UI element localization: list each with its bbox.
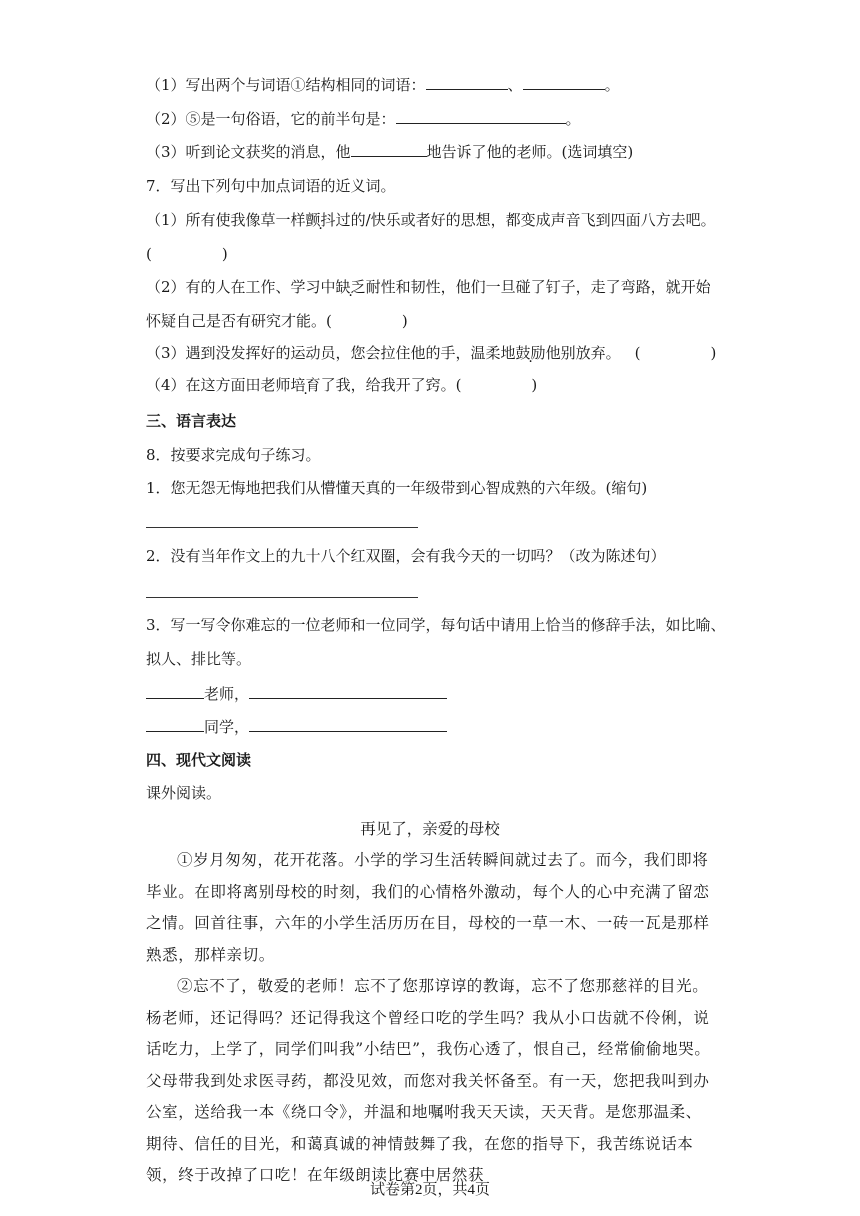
q7-sub1: （1）所有使我像草一样颤抖过的/快乐或者好的思想，都变成声音飞到四面八方去吧。 (146, 211, 716, 229)
q7-sub2-cont: 怀疑自己是否有研究才能。( ) (146, 312, 408, 330)
section-title: 四、现代文阅读 (146, 751, 252, 769)
dotted-word: 鼓励 (515, 344, 546, 362)
q8-item3: 3．写一写令你难忘的一位老师和一位同学，每句话中请用上恰当的修辞手法，如比喻、 (146, 616, 726, 634)
dotted-word: 颤抖 (305, 211, 336, 229)
answer-blank[interactable] (523, 74, 605, 90)
answer-blank[interactable] (146, 716, 204, 732)
q8-item1: 1．您无怨无悔地把我们从懵懂天真的一年级带到心智成熟的六年级。(缩句) (146, 479, 648, 497)
answer-blank[interactable] (146, 683, 204, 699)
q7-sub4: （4）在这方面田老师培育了我，给我开了窍。( ) (146, 376, 538, 394)
q6-sub2: （2）⑤是一句俗语，它的前半句是： 。 (146, 110, 581, 128)
article-title: 再见了，亲爱的母校 (360, 820, 500, 838)
q7-sub3: （3）遇到没发挥好的运动员，您会拉住他的手，温柔地鼓励他别放弃。 ( ) (146, 344, 717, 362)
answer-blank[interactable] (396, 108, 566, 124)
q6-sub3: （3）听到论文获奖的消息，他 地告诉了他的老师。(选词填空) (146, 143, 634, 161)
answer-blank[interactable] (249, 683, 447, 699)
paragraph-2: ②忘不了，敬爱的老师！忘不了您那谆谆的教诲，忘不了您那慈祥的目光。杨老师，还记得吗？还记得我这个曾经口吃的学生吗？我从小口齿就不伶俐，说话吃力，上学了，同学们叫我”小结巴”，我伤心透了，恨自己，经常偷偷地哭。父母带我到处求医寻药，都没见效，而您对我关怀备至。有一天，您把我叫到办公室，送给我一本《绕口令》，并温和地嘱咐我天天读，天天背。是您那温柔、期待、信任的目光，和蔼真诚的神情鼓舞了我，在您的指导下，我苦练说话本领，终于改掉了口吃！在年级朗读比赛中居然获 (146, 977, 711, 1184)
q7-sub2: （2）有的人在工作、学习中缺乏耐性和韧性，他们一旦碰了钉子，走了弯路，就开始 (146, 278, 711, 296)
reading-intro: 课外阅读。 (146, 784, 222, 802)
teacher-line: 老师， (146, 683, 447, 704)
section-title: 三、语言表达 (146, 412, 237, 430)
answer-blank[interactable] (426, 74, 508, 90)
article-body (146, 845, 716, 1192)
q7-heading: 7．写出下列句中加点词语的近义词。 (146, 177, 396, 195)
q6-sub1: （1）写出两个与词语①结构相同的词语： 、 。 (146, 76, 620, 94)
answer-blank[interactable] (249, 716, 447, 732)
q8-item3-cont: 拟人、排比等。 (146, 650, 252, 668)
q8-item2: 2．没有当年作文上的九十八个红双圈，会有我今天的一切吗？（改为陈述句） (146, 547, 666, 565)
dotted-word: 缺乏 (335, 278, 366, 296)
paragraph-1: ①岁月匆匆，花开花落。小学的学习生活转瞬间就过去了。而今，我们即将毕业。在即将离别母校的时刻，我们的心情格外激动，每个人的心中充满了留恋之情。回首往事，六年的小学生活历历在目，母校的一草一木、一砖一瓦是那样熟悉，那样亲切。 (146, 851, 710, 964)
q8-heading: 8．按要求完成句子练习。 (146, 446, 321, 464)
q7-sub1-answer[interactable]: ( ) (146, 245, 228, 263)
answer-line[interactable] (146, 597, 418, 598)
page-footer: 试卷第2页，共4页 (369, 1182, 490, 1198)
classmate-line: 同学， (146, 716, 447, 737)
answer-blank[interactable] (351, 141, 427, 157)
dotted-word: 培育 (290, 376, 321, 394)
answer-line[interactable] (146, 527, 418, 528)
